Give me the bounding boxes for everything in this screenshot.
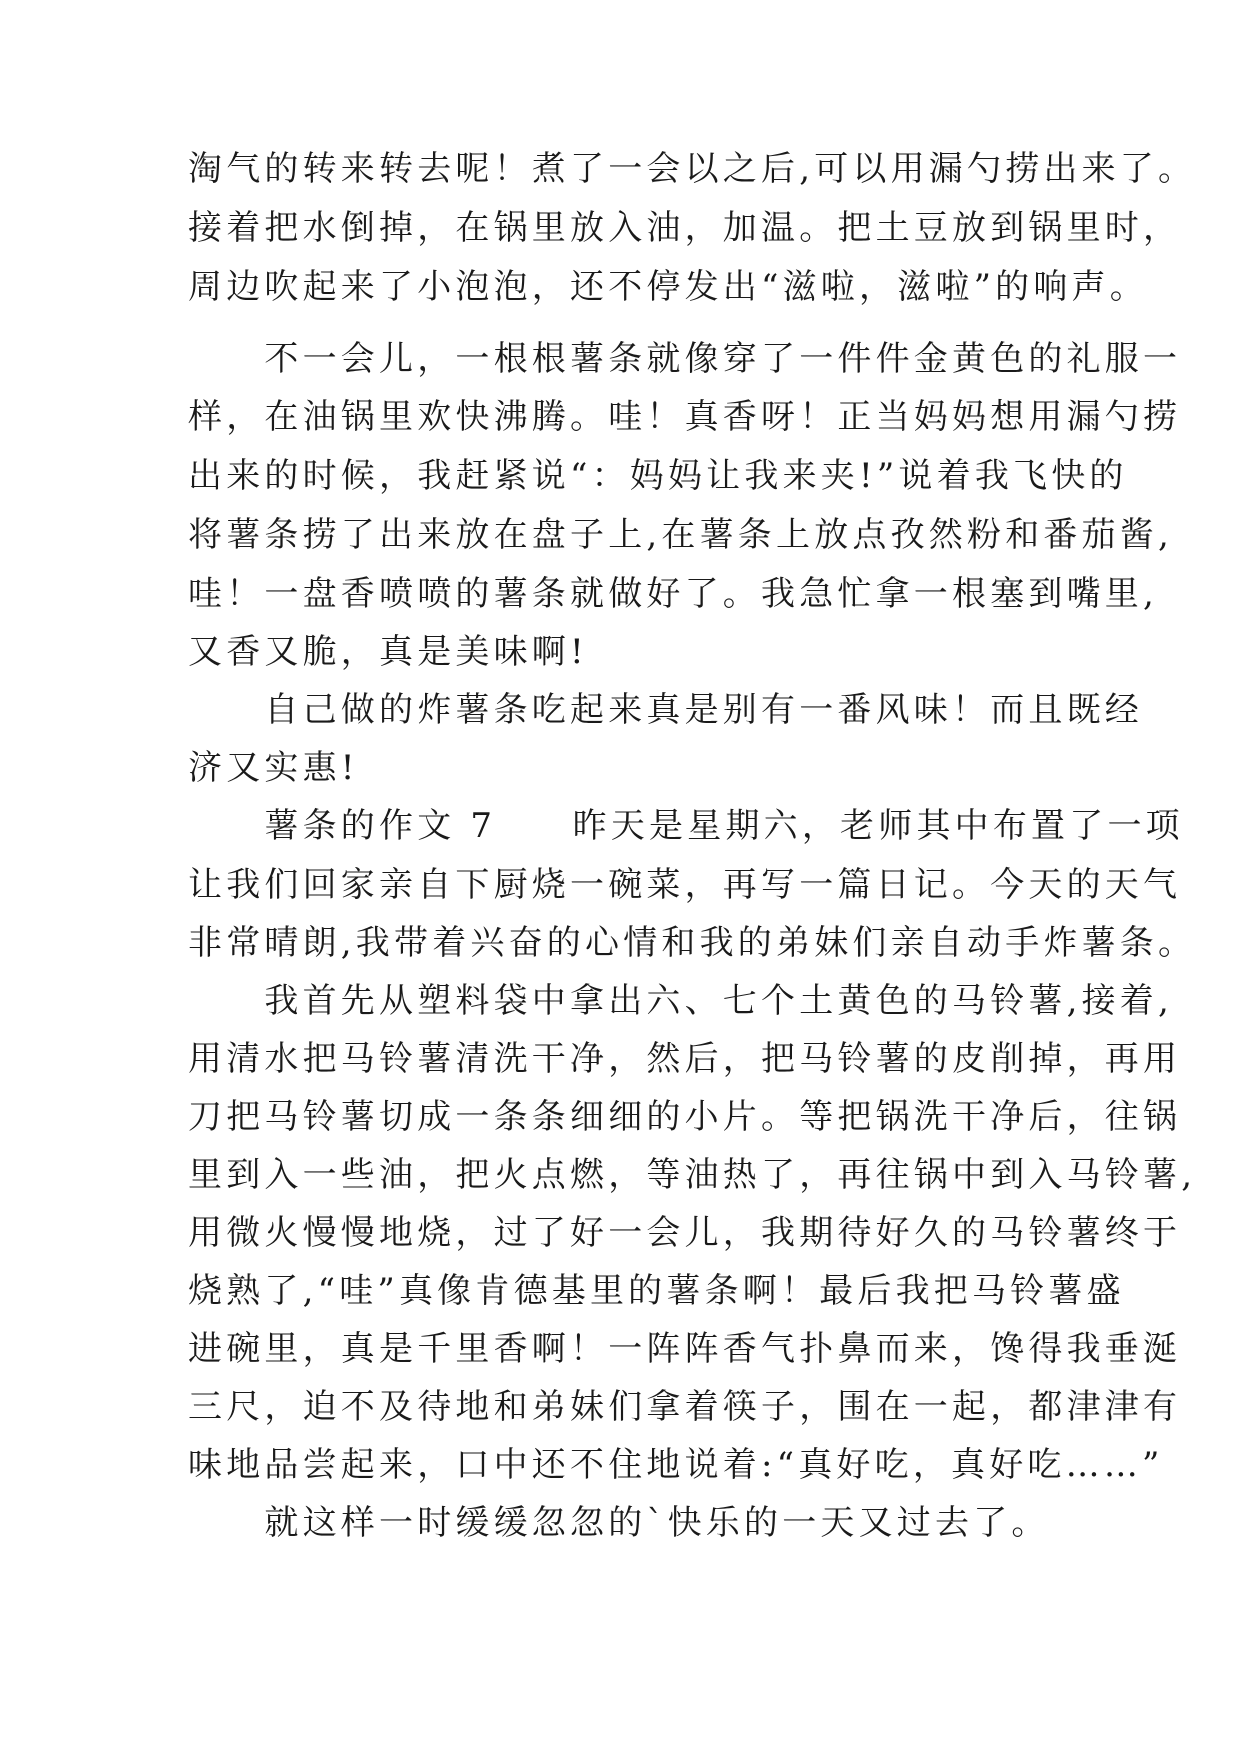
text-line: 又香又脆，真是美味啊! [188, 632, 588, 672]
text-line: 味地品尝起来，口中还不住地说着:“真好吃，真好吃……” [188, 1445, 1164, 1485]
text-line: 里到入一些油，把火点燃，等油热了，再往锅中到入马铃薯, [188, 1155, 1197, 1195]
text-line: 哇！一盘香喷喷的薯条就做好了。我急忙拿一根塞到嘴里, [188, 574, 1159, 614]
text-line: 用微火慢慢地烧，过了好一会儿，我期待好久的马铃薯终于 [188, 1213, 1182, 1253]
text-line: 接着把水倒掉，在锅里放入油，加温。把土豆放到锅里时， [188, 208, 1182, 248]
text-line: 周边吹起来了小泡泡，还不停发出“滋啦，滋啦”的响声。 [188, 267, 1148, 307]
text-line: 用清水把马铃薯清洗干净，然后，把马铃薯的皮削掉，再用 [188, 1039, 1182, 1079]
text-line: 进碗里，真是千里香啊！一阵阵香气扑鼻而来，馋得我垂涎 [188, 1329, 1182, 1369]
text-line: 就这样一时缓缓忽忽的`快乐的一天又过去了。 [188, 1503, 1050, 1543]
text-line: 淘气的转来转去呢！煮了一会以之后,可以用漏勺捞出来了。 [188, 149, 1197, 189]
text-line: 出来的时候，我赶紧说“：妈妈让我来夹!”说着我飞快的 [188, 456, 1128, 496]
text-line: 三尺，迫不及待地和弟妹们拿着筷子，围在一起，都津津有 [188, 1387, 1182, 1427]
text-line: 让我们回家亲自下厨烧一碗菜，再写一篇日记。今天的天气 [188, 865, 1182, 905]
text-line: 不一会儿，一根根薯条就像穿了一件件金黄色的礼服一 [188, 339, 1182, 379]
text-line: 自己做的炸薯条吃起来真是别有一番风味！而且既经 [188, 690, 1143, 730]
text-line: 烧熟了,“哇”真像肯德基里的薯条啊！最后我把马铃薯盛 [188, 1271, 1125, 1311]
text-line: 刀把马铃薯切成一条条细细的小片。等把锅洗干净后，往锅 [188, 1097, 1182, 1137]
text-line: 非常晴朗,我带着兴奋的心情和我的弟妹们亲自动手炸薯条。 [188, 923, 1197, 963]
text-line: 我首先从塑料袋中拿出六、七个土黄色的马铃薯,接着, [188, 981, 1174, 1021]
text-line: 薯条的作文 7 昨天是星期六，老师其中布置了一项 [188, 806, 1184, 846]
text-line: 济又实惠! [188, 748, 359, 788]
text-line: 将薯条捞了出来放在盘子上,在薯条上放点孜然粉和番茄酱, [188, 515, 1174, 555]
text-line: 样，在油锅里欢快沸腾。哇！真香呀！正当妈妈想用漏勺捞 [188, 397, 1182, 437]
